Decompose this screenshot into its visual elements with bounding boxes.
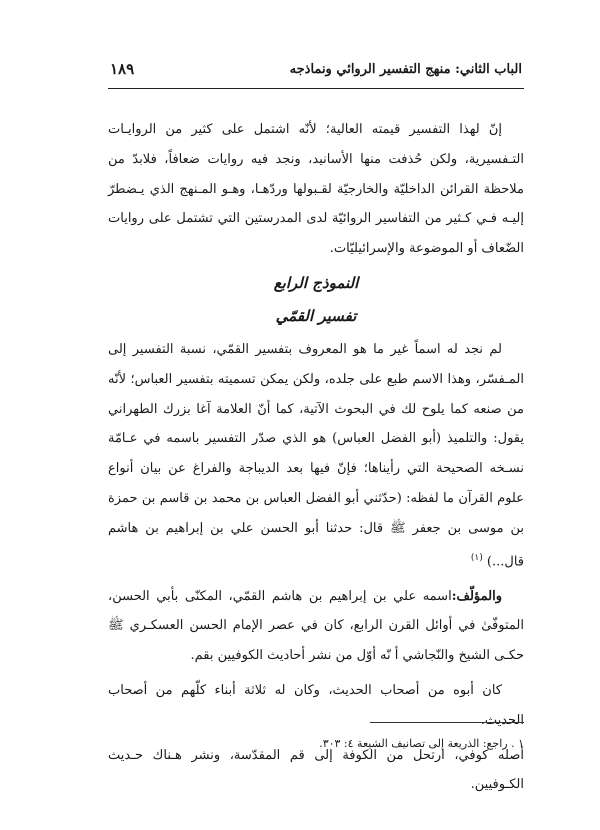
paragraph-naming — [108, 335, 524, 577]
footnote-divider — [370, 722, 524, 723]
section-heading-model: النموذج الرابع — [273, 273, 359, 292]
paragraph-intro: إنّ لهذا التفسير قيمته العالية؛ لأنّه اشتمل على كثير من الروايـات التـفسيرية، ولكن حُذفت منها الأسانيد، ونجد فيه روايات ضعافاً، فلابدّ من ملاحظة القرائن الداخليّة والخارجيّة لقـبولها وردّهـا، وهـو المـنهج الذي يـضطرّ إليـه فـي كـثير من التفاسير الروائيّة لدى المدرستين التي تشتمل على روايات الضّعاف أو الموضوعة والإسرائيليّات. — [108, 122, 524, 257]
page-body — [108, 115, 524, 805]
author-label: والمؤلّف: — [451, 588, 502, 604]
header-divider — [108, 88, 524, 89]
running-header-title: الباب الثاني: منهج التفسير الروائي ونماذجه — [289, 62, 522, 77]
paragraph-father: كان أبوه من أصحاب الحديث، وكان له ثلاثة أبناء كلّهم من أصحاب الحديث. — [108, 683, 524, 728]
footnote-reference: (١) — [470, 552, 483, 563]
footnote: ١ . راجع: الذريعة إلى تصانيف الشيعة ٤: ٣٠٣. — [319, 737, 524, 750]
paragraph-author — [108, 582, 524, 671]
author-text: اسمه علي بن إبراهيم بن هاشم القمّي، المكنّى بأبي الحسن، المتوفّىٰ في أوائل القرن الرابع، كان في عصر الإمام الحسن العسكـري ﷺ حكـى الشيخ والنّجاشي أ نّه أوّل من نشر أحاديث الكوفيين بقم. — [108, 588, 524, 664]
section-heading-title: تفسير القمّي — [275, 306, 357, 325]
page-number: ١٨٩ — [110, 60, 135, 78]
paragraph-naming-text: لم نجد له اسماً غير ما هو المعروف بتفسير القمّي، نسبة التفسير إلى المـفسّر، وهذا الاسم طبع على جلده، ولكن يمكن تسميته بتفسير العباس؛ لأنّه من صنعه كما يلوح لك في البحوث الآتية، كما أنّ العلامة آغا بزرك الطهراني يقول: والتلميذ (أبو الفضل العباس) هو الذي صدّر التفسير باسمه في عـامّة نسـخه الصحيحة التي رأيناها؛ فإنّ فيها بعد الديباجة والفراغ عن بيان أنواع علوم القرآن ما لفظه: (حدّثني أبو الفضل العباس بن محمد بن قاسم بن حمزة بن موسى بن جعفر ﷺ قال: حدثنا أبو الحسن علي بن إبراهيم بن هاشم قال...) — [108, 341, 524, 569]
paragraph-origin: أصله كوفي، ارتحل من الكوفة إلى قم المقدّسة، ونشر هـناك حـديث الكـوفيين. — [108, 747, 524, 793]
